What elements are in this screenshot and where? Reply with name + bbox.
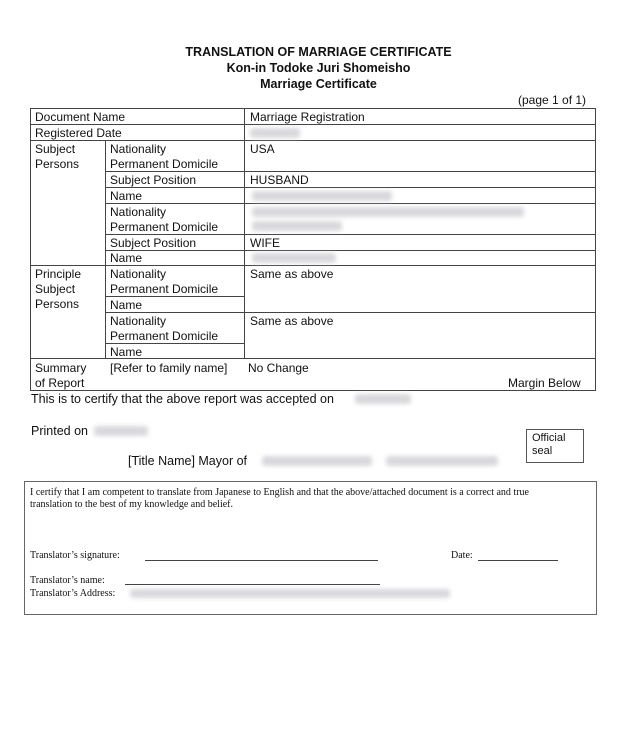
redacted-accepted-date	[355, 394, 411, 404]
translator-name-label: Translator’s name:	[30, 575, 105, 586]
subject-persons-label-line1: Subject	[35, 142, 76, 156]
redacted-registered-date	[250, 128, 300, 138]
redacted-city-1	[262, 456, 372, 466]
seal-label-line1: Official	[532, 432, 566, 444]
wife-name-label: Name	[110, 251, 143, 265]
signature-line	[145, 560, 378, 561]
subject-persons-label-line2: Persons	[35, 157, 80, 171]
husband-nationality-label: Nationality	[110, 142, 167, 156]
document-subtitle-english: Marriage Certificate	[260, 77, 377, 91]
husband-domicile-label: Permanent Domicile	[110, 157, 219, 171]
principle-label-line3: Persons	[35, 297, 80, 311]
page-indicator: (page 1 of 1)	[518, 93, 587, 107]
principle-label-line2: Subject	[35, 282, 76, 296]
name-line	[125, 584, 380, 585]
mayor-statement: [Title Name] Mayor of	[128, 454, 248, 468]
redacted-printed-date	[94, 426, 148, 436]
wife-domicile-label: Permanent Domicile	[110, 220, 219, 234]
translator-signature-label: Translator’s signature:	[30, 550, 120, 561]
refer-family-name: [Refer to family name]	[110, 361, 228, 375]
wife-nationality-label: Nationality	[110, 205, 167, 219]
translator-statement-line2: translation to the best of my knowledge and belief.	[30, 499, 234, 510]
seal-label-line2: seal	[532, 445, 553, 457]
registered-date-label: Registered Date	[35, 126, 122, 140]
husband-position-label: Subject Position	[110, 173, 197, 187]
principle1-name-label: Name	[110, 298, 143, 312]
printed-on-label: Printed on	[31, 424, 88, 438]
date-label: Date:	[451, 550, 473, 561]
summary-value: No Change	[248, 361, 309, 375]
document-name-label: Document Name	[35, 110, 126, 124]
document-subtitle: Kon-in Todoke Juri Shomeisho	[226, 61, 411, 75]
document-title: TRANSLATION OF MARRIAGE CERTIFICATE	[185, 45, 452, 59]
redacted-wife-name	[252, 253, 336, 263]
principle1-value: Same as above	[250, 267, 334, 281]
principle2-nationality-label: Nationality	[110, 314, 167, 328]
principle2-domicile-label: Permanent Domicile	[110, 329, 219, 343]
summary-label-line2: of Report	[35, 376, 85, 390]
principle1-domicile-label: Permanent Domicile	[110, 282, 219, 296]
translator-address-label: Translator’s Address:	[30, 588, 116, 599]
translator-statement-line1: I certify that I am competent to translate from Japanese to English and that the above/attached document is a correct and true	[30, 487, 529, 498]
document-name-value: Marriage Registration	[250, 110, 365, 124]
redacted-translator-address	[130, 589, 450, 598]
accepted-statement: This is to certify that the above report was accepted on	[31, 392, 334, 406]
wife-position-label: Subject Position	[110, 236, 197, 250]
principle-label-line1: Principle	[35, 267, 82, 281]
date-line	[478, 560, 558, 561]
principle1-nationality-label: Nationality	[110, 267, 167, 281]
wife-position-value: WIFE	[250, 236, 280, 250]
principle2-value: Same as above	[250, 314, 334, 328]
margin-below-note: Margin Below	[508, 376, 581, 390]
summary-label-line1: Summary	[35, 361, 87, 375]
principle2-name-label: Name	[110, 345, 143, 359]
husband-position-value: HUSBAND	[250, 173, 309, 187]
husband-name-label: Name	[110, 189, 143, 203]
redacted-wife-domicile-line2	[252, 221, 342, 231]
husband-nationality-value: USA	[250, 142, 275, 156]
redacted-city-2	[386, 456, 498, 466]
redacted-husband-name	[252, 191, 392, 201]
redacted-wife-domicile-line1	[252, 207, 524, 217]
